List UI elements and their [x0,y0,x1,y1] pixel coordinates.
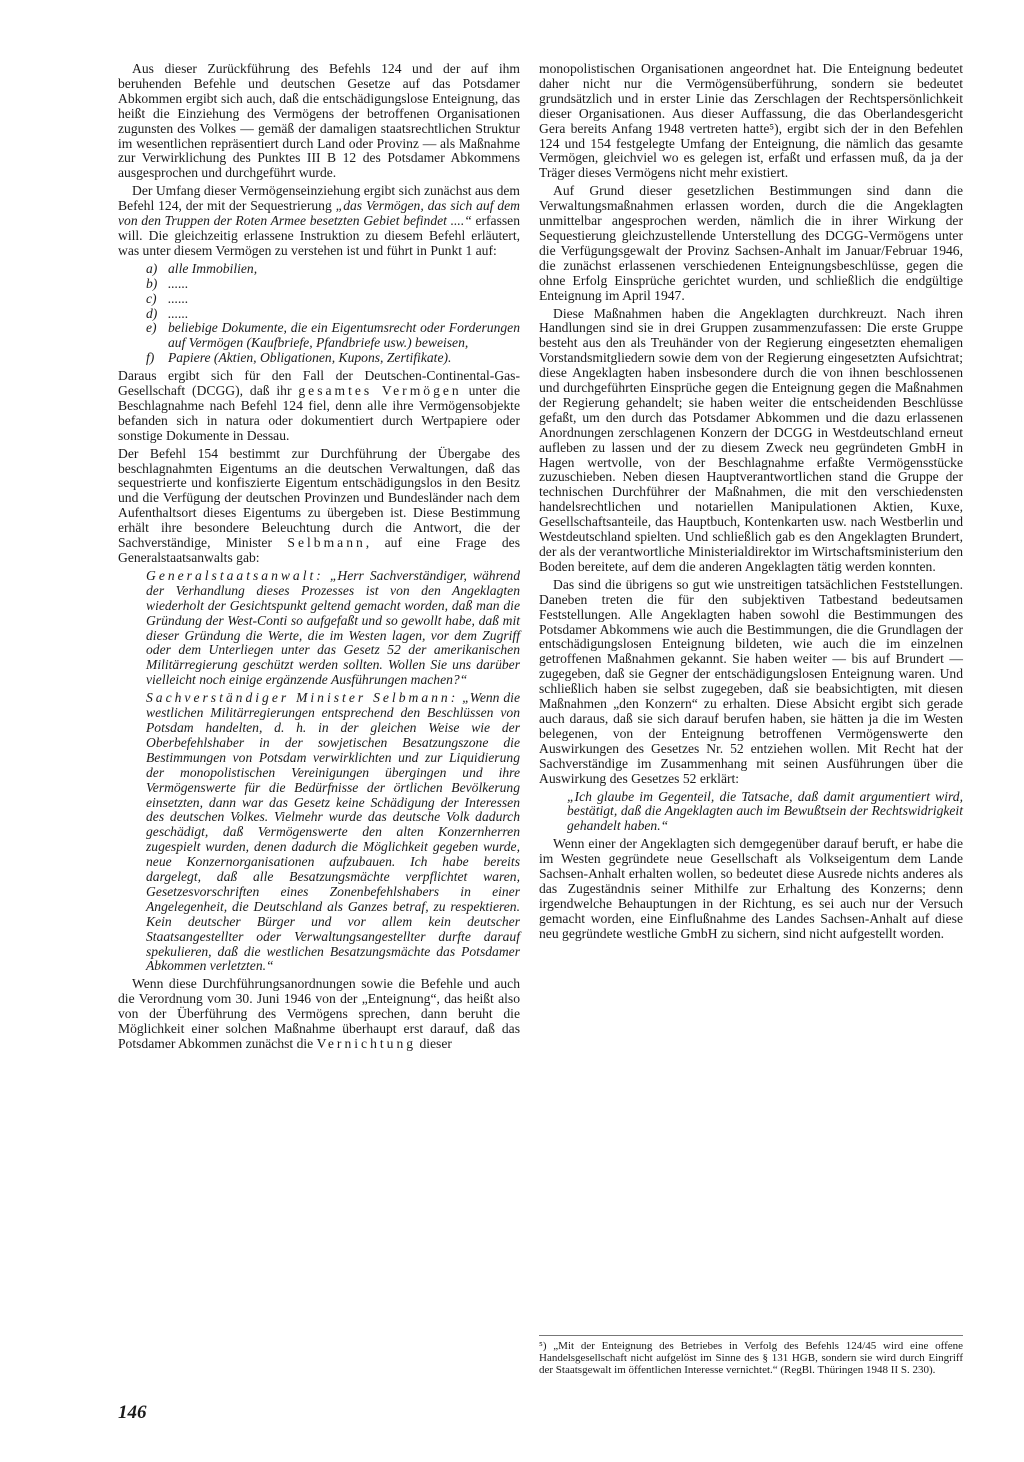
paragraph: Daraus ergibt sich für den Fall der Deutschen-Continental-Gas-Gesellschaft (DCGG), daß ihr gesamtes Vermögen unter die Beschlagnahme nach Befehl 124 fiel, denn alle ihre Vermögensobjekte befanden sich in natura oder dokumentiert durch Wertpapiere oder sonstige Dokumente in Dessau. [118,368,520,443]
paragraph: monopolistischen Organisationen angeordnet hat. Die Enteignung bedeutet daher nicht nur die Vermögensüberführung, sondern sie bedeutet grundsätzlich und in erster Linie das Zerschlagen der Rechtspersönlichkeit dieser Organisationen. Aus dieser Auffassung, die das Oberlandesgericht Gera bereits Anfang 1948 vertreten hatte⁵), ergibt sich der in den Befehlen 124 und 154 festgelegte Umfang der Enteignung, die nämlich das gesamte Vermögen, gleichviel wo es gelegen ist, erfaßt und erfassen muß, da ja der Träger dieses Vermögens nicht mehr existiert. [539,61,963,181]
paragraph: Der Umfang dieser Vermögenseinziehung ergibt sich zunächst aus dem Befehl 124, der mit der Sequestrierung „das Vermögen, das sich auf dem von den Truppen der Roten Armee besetzten Gebiet befindet ....“ erfassen will. Die gleichzeitig erlassene Instruktion zu diesem Befehl erläutert, was unter diesem Vermögen zu verstehen ist und führt in Punkt 1 auf: [118,183,520,258]
paragraph: Wenn diese Durchführungsanordnungen sowie die Befehle und auch die Verordnung vom 30. Juni 1946 von der „Enteignung“, das heißt also von der Überführung des Vermögens sprechen, dann beruht die Möglichkeit einer solchen Maßnahme überhaupt erst darauf, daß das Potsdamer Abkommen zunächst die Vernichtung dieser [118,976,520,1051]
paragraph: Das sind die übrigens so gut wie unstreitigen tatsächlichen Feststellungen. Daneben treten die für den subjektiven Tatbestand bedeutsamen Feststellungen. Alle Angeklagten haben sowohl die Bestimmungen des Potsdamer Abkommens wie auch die Bestimmungen, die die Grundlagen der entschädigungslosen Enteignung bildeten, wie auch die im einzelnen getroffenen Maßnahmen gekannt. Sie haben weiter — bis auf Brundert — zugegeben, daß sie Gegner der entschädigungslosen Enteignung waren. Und schließlich haben sie selbst zugegeben, daß sie beabsichtigten, mit diesen Maßnahmen „den Konzern“ zu erhalten. Diese Absicht ergibt sich gerade auch daraus, daß sie sich darauf berufen haben, sie hätten ja die im Westen belegenen, von der Enteignung betroffenen Vermögenswerte den Auswirkungen des Gesetzes Nr. 52 entziehen wollen. Mit Recht hat der Sachverständige im Zusammenhang mit seinen Ausführungen über die Auswirkung des Gesetzes 52 erklärt: [539,576,963,786]
paragraph: Diese Maßnahmen haben die Angeklagten durchkreuzt. Nach ihren Handlungen sind sie in drei Gruppen zusammenzufassen: Die erste Gruppe besteht aus den als Treuhänder von der Regierung eingesetzten ehemaligen Vorstandsmitgliedern sowie dem von der Regierung eingesetzten Aufsichtrat; diese Angeklagten haben insbesondere durch die von ihnen beschlossenen und durchgeführten Einsprüche gegen die Enteignung gegen die Maßnahmen der Regierung gehandelt; sie haben weiter die entscheidenden Beschlüsse gefaßt, um den durch das Potsdamer Abkommen und die dazu erlassenen Anordnungen zerschlagenen Konzern der DCGG in Westdeutschland erneut aufleben zu lassen und der zu diesem Zweck neu gegründeten GmbH in Hagen wertvolle, von der Beschlagnahme erfaßte Vermögensstücke zuzuschieben. Neben diesen Hauptverantwortlichen stand die Gruppe der technischen Durchführer der Maßnahmen, die mit den verschiedensten handelsrechtlichen und notariellen Manipulationen Aktien, Kuxe, Gesellschaftsanteile, das Hauptbuch, Kontenkarten usw. nach Westberlin und Westdeutschland spielten. Und schließlich gab es den Angeklagten Brundert, der als der verantwortliche Ministerialdirektor im Wirtschaftsministerium den Boden bereitete, auf dem die anderen Angeklagten tätig werden konnten. [539,305,963,574]
left-column [118,62,520,1055]
list-item: e) beliebige Dokumente, die ein Eigentumsrecht oder Forderungen auf Vermögen (Kaufbriefe, Pfandbriefe usw.) beweisen, [146,320,520,351]
footnote [539,1335,963,1377]
list-item: a) alle Immobilien, [146,260,258,276]
list-item: f) Papiere (Aktien, Obligationen, Kupons, Zertifikate). [146,350,452,366]
quotation: „Ich glaube im Gegenteil, die Tatsache, daß damit argumentiert wird, bestätigt, daß die Angeklagten auch im Bewußtsein der Rechtswidrigkeit gehandelt haben.“ [567,788,963,834]
paragraph: Aus dieser Zurückführung des Befehls 124 und der auf ihm beruhenden Befehle und deutschen Gesetze auf das Potsdamer Abkommen ergibt sich auch, daß die entschädigungslose Enteignung, das heißt die Einziehung des Vermögens der betroffenen Organisationen zugunsten des Volkes — gemäß der damaligen staatsrechtlichen Struktur im wesentlichen repräsentiert durch Land oder Provinz — als Maßnahme zur Verwirklichung des Punktes III B 12 des Potsdamer Abkommens ausgesprochen und durchgeführt wurde. [118,61,520,181]
paragraph: Wenn einer der Angeklagten sich demgegenüber darauf beruft, er habe die im Westen gegründete neue Gesellschaft als Volkseigentum dem Lande Sachsen-Anhalt erhalten wollen, so bedeutet diese Ausrede nichts anderes als das Zugeständnis seiner Mithilfe zur Erhaltung des Konzerns; denn irgendwelche Behauptungen in der Richtung, es sei auch nur der Versuch gemacht worden, eine Einflußnahme des Landes Sachsen-Anhalt auf diese neu gegründete westliche GmbH zu sichern, sind nicht aufgestellt worden. [539,836,963,941]
paragraph: Auf Grund dieser gesetzlichen Bestimmungen sind dann die Verwaltungsmaßnahmen erlassen worden, durch die die Angeklagten unmittelbar angesprochen werden, nämlich die in ihrer Wirkung der Sequestierung gleichzustellende Unterstellung des DCGG-Vermögens unter die Verfügungsgewalt der Provinz Sachsen-Anhalt im Januar/Februar 1946, die zunächst erlassenen verschiedenen Enteignungsbeschlüsse, gegen die ohne Erfolg Einsprüche gerichtet wurden, und schließlich die endgültige Enteignung im April 1947. [539,183,963,303]
list-item: d) ...... [146,305,189,321]
paragraph: Der Befehl 154 bestimmt zur Durchführung der Übergabe des beschlagnahmten Eigentums an die deutschen Verwaltungen, daß das sequestrierte und konfiszierte Eigentum entschädigungslos in den Besitz und die Verfügung der deutschen Provinzen und Bundesländer nach dem Aufenthaltsort dieses Eigentums zu übergeben ist. Diese Bestimmung erhält ihre besondere Beleuchtung durch die Antwort, die der Sachverständige, Minister Selbmann, auf eine Frage des Generalstaatsanwalts gab: [118,445,521,565]
instruction-list [146,262,520,366]
list-item: c) ...... [146,290,189,306]
right-column [539,62,963,945]
list-item: b) ...... [146,275,189,291]
page-number: 146 [118,1402,147,1423]
footnote-text: ⁵) „Mit der Enteignung des Betriebes in Verfolg des Befehls 124/45 wird eine offene Handelsgesellschaft nicht aufgelöst im Sinne des § 131 HGB, sondern sie wird durch Eingriff der Staatsgewalt im öffentlichen Interesse vernichtet.“ (RegBl. Thüringen 1948 II S. 230). [539,1340,963,1377]
quotation: Sachverständiger Minister Selbmann: „Wenn die westlichen Militärregierungen entsprechend den Beschlüssen von Potsdam handelten, d. h. in der gleichen Weise wie der Oberbefehlshaber in der sowjetischen Besatzungszone die Bestimmungen von Potsdam verwirklichten und zur Liquidierung der monopolistischen Vereinigungen übergingen und ihre Vermögenswerte für die Bedürfnisse der örtlichen Bevölkerung einsetzten, dann war das Gesetz keine Schädigung der Interessen des deutschen Volkes. Vielmehr wurde das deutsche Volk dadurch geschädigt, daß Vermögenswerte den alten Konzernherren zugespielt wurden, denen dadurch die Möglichkeit gegeben wurde, neue Konzernorganisationen aufzubauen. Ich habe bereits dargelegt, daß alle Besatzungsmächte verpflichtet waren, Gesetzesvorschriften eines Zonenbefehlshabers in einer Angelegenheit, die Deutschland als Ganzes betraf, zu respektieren. Kein deutscher Bürger und vor allem kein deutscher Staatsangestellter oder Verwaltungsangestellter durfte darauf spekulieren, daß die westlichen Besatzungsmächte das Potsdamer Abkommen verletzten.“ [146,690,520,974]
quotation: Generalstaatsanwalt: „Herr Sachverständiger, während der Verhandlung dieses Prozesses ist von den Angeklagten wiederholt der Gesichtspunkt geltend gemacht worden, daß man die Gründung der West-Conti so aufgefaßt und so gewollt habe, daß mit dieser Gründung die Werte, die im Westen lagen, vor dem Zugriff oder dem Unterliegen unter das Gesetz 52 der amerikanischen Militärregierung geschützt werden sollten. Wollen Sie uns darüber vielleicht noch einige ergänzende Ausführungen machen?“ [146,567,520,688]
